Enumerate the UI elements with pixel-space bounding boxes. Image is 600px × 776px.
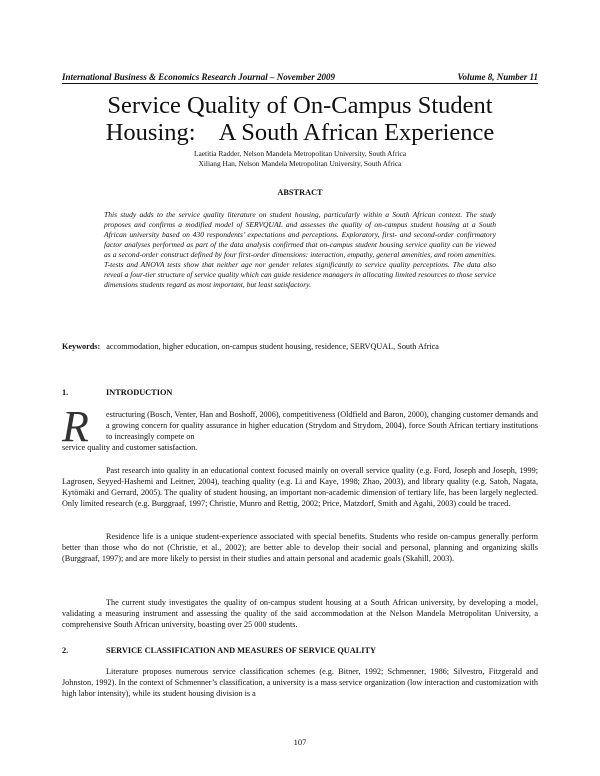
- intro-paragraph-4: [62, 597, 538, 630]
- author-2: Xiliang Han, Nelson Mandela Metropolitan University, South Africa: [198, 159, 402, 168]
- running-header: [62, 72, 538, 82]
- intro-paragraph-4-text: The current study investigates the quality of on-campus student housing at a South African university, by developing a model, validating a measuring instrument and assessing the quality of the said accommodation at the Nelson Mandela Metropolitan University, a comprehensive South African university, boasting over 25 000 students.: [62, 598, 538, 629]
- intro-paragraph-3: [62, 531, 538, 564]
- author-list: [60, 149, 540, 169]
- intro-paragraph-1-cont: service quality and customer satisfaction.: [62, 443, 198, 452]
- intro-paragraph-3-text: Residence life is a unique student-experience associated with special benefits. Students who reside on-campus generally perform better than those who do not (Christie, et al., 2002); are better able to develop their social and personal, planning and organizing skills (Burggraaf, 1997); and are more likely to persist in their studies and attain personal and academic goals (Skahill, 2003).: [62, 532, 538, 563]
- abstract-text: This study adds to the service quality literature on student housing, particularly within a South African context. The study proposes and confirms a modified model of SERVQUAL and assesses the quality of on-campus student housing at a South African university based on 430 respondents’ expectations and perceptions. Exploratory, first- and second-order confirmatory factor analyses performed as part of the data analysis confirmed that on-campus student housing service quality can be viewed as a second-order construct defined by four first-order dimensions: interaction, empathy, general amenities, and room amenities. T-tests and ANOVA tests show that neither age nor gender relates significantly to service quality perceptions. The data also reveal a four-tier structure of service quality which can guide residence managers in allocating limited resources to those service dimensions students regard as most important, but least satisfactory.: [104, 210, 496, 289]
- intro-paragraph-2: [62, 465, 538, 509]
- keywords: [62, 341, 538, 352]
- section-2-paragraph-1: [62, 666, 538, 699]
- section-2-title: SERVICE CLASSIFICATION AND MEASURES OF SERVICE QUALITY: [106, 646, 377, 655]
- title-line-2: Housing: A South African Experience: [105, 119, 495, 146]
- title-line-1: Service Quality of On-Campus Student: [107, 92, 493, 119]
- section-2-heading: [62, 646, 376, 655]
- keywords-text: accommodation, higher education, on-campus student housing, residence, SERVQUAL, South Africa: [106, 342, 439, 351]
- page-number: 107: [293, 737, 307, 747]
- intro-paragraph-2-text: Past research into quality in an educational context focused mainly on overall service quality (e.g. Ford, Joseph and Joseph, 1999; Lagrosen, Seyyed-Hashemi and Leitner, 2004), teaching quality (e.g. Li and Kaye, 1998; Zhao, 2003), and library quality (e.g. Satoh, Nagata, Kytömäki and Gerrard, 2005). The quality of student housing, an important non-academic dimension of tertiary life, has been largely neglected. Only limited research (e.g. Burggraaf, 1997; Christie, Munro and Rettig, 2002; Price, Matzdorf, Smith and Agahi, 2003) could be traced.: [62, 466, 538, 508]
- section-1-title: INTRODUCTION: [106, 388, 173, 397]
- paper-title: [60, 92, 540, 146]
- keywords-label: Keywords:: [62, 342, 101, 351]
- section-2-number: 2.: [62, 646, 69, 655]
- header-rule: [62, 83, 538, 84]
- section-1-heading: [62, 388, 172, 397]
- author-1: Laetitia Radder, Nelson Mandela Metropolitan University, South Africa: [193, 149, 407, 158]
- abstract-heading: ABSTRACT: [277, 188, 323, 197]
- section-2-paragraph-1-text: Literature proposes numerous service classification schemes (e.g. Bitner, 1992; Schmenner, 1986; Silvestro, Fitzgerald and Johnston, 1992). In the context of Schmenner’s classification, a university is a mass service organization (low interaction and customization with high labor intensity), while its student housing division is a: [62, 667, 538, 698]
- drop-cap: R: [62, 402, 89, 451]
- journal-name: International Business & Economics Research Journal – November 2009: [62, 72, 336, 82]
- section-1-number: 1.: [62, 388, 69, 397]
- volume-number: Volume 8, Number 11: [457, 72, 538, 82]
- intro-paragraph-1: estructuring (Bosch, Venter, Han and Boshoff, 2006), competitiveness (Oldfield and Baron, 2000), changing customer demands and a growing concern for quality assurance in higher education (Strydom and Strydom, 2004), force South African tertiary institutions to increasingly compete on: [106, 410, 538, 441]
